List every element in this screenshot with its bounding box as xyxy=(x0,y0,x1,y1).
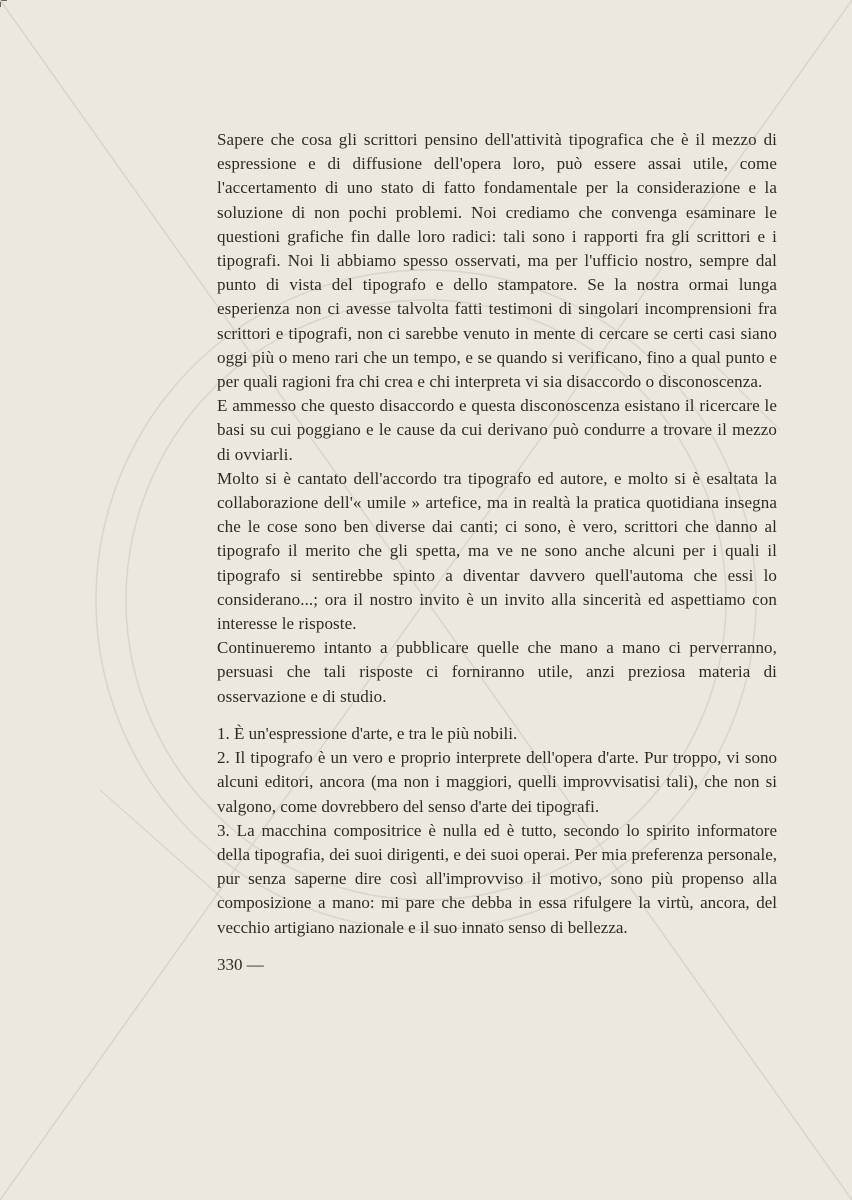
answer-item: 3. La macchina compositrice è nulla ed è tutto, secondo lo spirito informatore della tipografia, dei suoi dirigenti, e dei suoi operai. Per mia preferenza personale, pur senza saperne dire così all'improvviso il motivo, sono più propenso alla composizione a mano: mi pare che debba in essa rifulgere la virtù, ancora, del vecchio artigiano nazionale e il suo innato senso di bellezza. xyxy=(217,820,777,937)
corner-crop-mark xyxy=(0,0,7,7)
watermark-stroke xyxy=(100,790,230,905)
paragraph: Continueremo intanto a pubblicare quelle che mano a mano ci perverranno, persuasi che tali risposte ci forniranno utile, anzi preziosa materia di osservazione e di studio. xyxy=(217,638,777,706)
numbered-answers xyxy=(217,722,777,940)
paragraph: Sapere che cosa gli scrittori pensino dell'attività tipografica che è il mezzo di espressione e di diffusione dell'opera loro, può essere assai utile, come l'accertamento di uno stato di fatto fondamentale per la considerazione e la soluzione di non pochi problemi. Noi crediamo che convenga esaminare le questioni grafiche fin dalle loro radici: tali sono i rapporti fra gli scrittori e i tipografi. Noi li abbiamo spesso osservati, ma per l'ufficio nostro, sempre dal punto di vista del tipografo e dello stampatore. Se la nostra ormai lunga esperienza non ci avesse talvolta fatti testimoni di singolari incomprensioni fra scrittori e tipografi, non ci sarebbe venuto in mente di cercare se certi casi siano oggi più o meno rari che un tempo, e se quando si verificano, fino a qual punto e per quali ragioni fra chi crea e chi interpreta vi sia disaccordo o disconoscenza. xyxy=(217,130,777,392)
paragraph: E ammesso che questo disaccordo e questa disconoscenza esistano il ricercare le basi su cui poggiano e le cause da cui derivano può condurre a trovare il mezzo di ovviarli. xyxy=(217,396,777,464)
paragraph: Molto si è cantato dell'accordo tra tipografo ed autore, e molto si è esaltata la collaborazione dell'« umile » artefice, ma in realtà la pratica quotidiana insegna che le cose sono ben diverse dai canti; ci sono, è vero, scrittori che danno al tipografo il merito che gli spetta, ma ve ne sono anche alcuni per i quali il tipografo si sentirebbe spinto a diventar davvero quell'automa che essi lo considerano...; ora il nostro invito è un invito alla sincerità ed aspettiamo con interesse le risposte. xyxy=(217,468,777,634)
answer-item: 1. È un'espressione d'arte, e tra le più nobili. xyxy=(217,724,518,743)
body-text xyxy=(217,128,777,709)
page-number: 330 — xyxy=(217,955,264,974)
answer-item: 2. Il tipografo è un vero e proprio interprete dell'opera d'arte. Pur troppo, vi sono alcuni editori, ancora (ma non i maggiori, quelli improvvisatisi tali), che non si valgono, come dovrebbero del senso d'arte dei tipografi. xyxy=(217,748,777,816)
